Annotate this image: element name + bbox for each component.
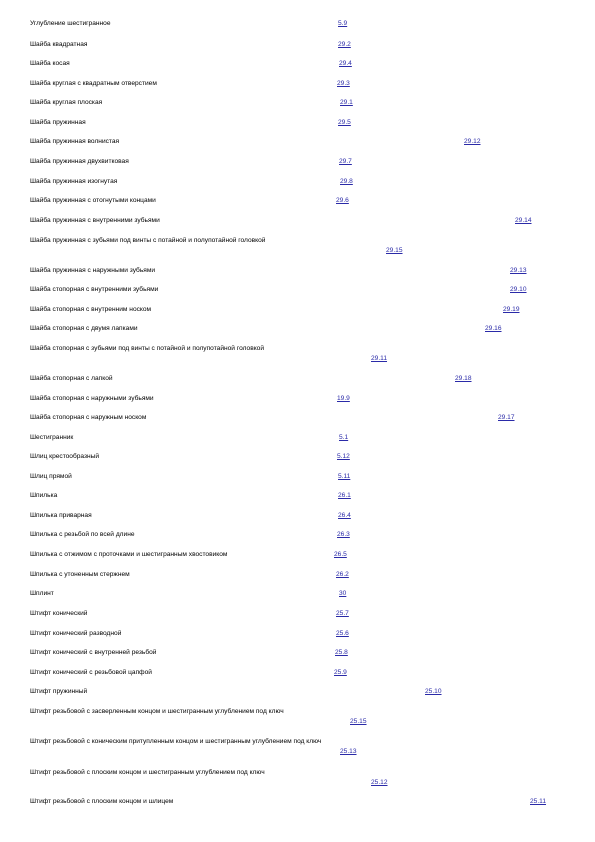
entry-ref-link[interactable]: 29.10 [510,286,527,293]
entry-ref-link[interactable]: 25.15 [350,718,367,725]
entry-ref-link[interactable]: 29.15 [386,247,403,254]
list-item [0,629,595,645]
entry-ref-link[interactable]: 29.19 [503,306,520,313]
entry-label: Шайба квадратная [30,41,88,48]
list-item [0,797,595,813]
entry-label: Шайба пружинная с зубьями под винты с потайной и полупотайной головкой [30,237,266,244]
list-item [0,236,595,262]
entry-label: Шлиц крестообразный [30,453,100,460]
entry-ref-link[interactable]: 25.10 [425,688,442,695]
entry-label: Шайба пружинная с отогнутыми концами [30,197,156,204]
list-item [0,19,595,35]
entry-ref-link[interactable]: 26.4 [338,512,351,519]
entry-ref-link[interactable]: 25.12 [371,779,388,786]
entry-label: Штифт резьбовой с засверленным концом и шестигранным углублением под ключ [30,708,284,715]
entry-ref-link[interactable]: 29.1 [340,99,353,106]
entry-label: Шлиц прямой [30,473,72,480]
entry-label: Шайба стопорная с внутренними зубьями [30,286,159,293]
entry-ref-link[interactable]: 25.9 [334,669,347,676]
entry-label: Шестигранник [30,434,74,441]
list-item [0,737,595,763]
list-item [0,472,595,488]
entry-ref-link[interactable]: 5.12 [337,453,350,460]
list-item [0,324,595,340]
entry-ref-link[interactable]: 29.6 [336,197,349,204]
entry-label: Шайба пружинная изогнутая [30,178,118,185]
entry-ref-link[interactable]: 29.7 [339,158,352,165]
list-item [0,413,595,429]
entry-ref-link[interactable]: 29.2 [338,41,351,48]
list-item [0,266,595,282]
list-item [0,589,595,605]
entry-ref-link[interactable]: 25.6 [336,630,349,637]
entry-ref-link[interactable]: 29.8 [340,178,353,185]
list-item [0,59,595,75]
entry-label: Шайба пружинная волнистая [30,138,120,145]
entry-ref-link[interactable]: 19.9 [337,395,350,402]
list-item [0,344,595,370]
entry-label: Штифт пружинный [30,688,88,695]
list-item [0,374,595,390]
entry-ref-link[interactable]: 5.11 [338,473,351,480]
entry-label: Штифт резьбовой с плоским концом и шестигранным углублением под ключ [30,769,265,776]
entry-label: Шайба пружинная двухвитковая [30,158,129,165]
entry-label: Шайба круглая с квадратным отверстием [30,80,157,87]
entry-ref-link[interactable]: 29.13 [510,267,527,274]
list-item [0,530,595,546]
entry-label: Шайба стопорная с внутренним носком [30,306,152,313]
list-item [0,137,595,153]
list-item [0,491,595,507]
entry-ref-link[interactable]: 29.3 [337,80,350,87]
entry-label: Штифт резьбовой с коническим притупленным концом и шестигранным углублением под ключ [30,738,322,745]
entry-ref-link[interactable]: 25.8 [335,649,348,656]
entry-ref-link[interactable]: 26.5 [334,551,347,558]
entry-ref-link[interactable]: 29.18 [455,375,472,382]
list-item [0,648,595,664]
entry-label: Шпилька приварная [30,512,92,519]
entry-label: Штифт конический разводной [30,630,122,637]
entry-label: Штифт конический с внутренней резьбой [30,649,157,656]
entry-ref-link[interactable]: 25.11 [530,798,547,805]
entry-ref-link[interactable]: 29.14 [515,217,532,224]
entry-label: Шпилька с утоненным стержнем [30,571,130,578]
entry-ref-link[interactable]: 26.2 [336,571,349,578]
list-item [0,196,595,212]
entry-label: Шайба стопорная с двумя лапками [30,325,138,332]
entry-ref-link[interactable]: 29.17 [498,414,515,421]
list-item [0,433,595,449]
entry-ref-link[interactable]: 26.3 [337,531,350,538]
entry-ref-link[interactable]: 5.9 [338,20,348,27]
entry-ref-link[interactable]: 29.12 [464,138,481,145]
list-item [0,511,595,527]
list-item [0,98,595,114]
entry-label: Штифт конический [30,610,88,617]
entry-ref-link[interactable]: 25.13 [340,748,357,755]
list-item [0,216,595,232]
list-item [0,118,595,134]
entry-label: Шайба пружинная [30,119,86,126]
entry-ref-link[interactable]: 29.11 [371,355,388,362]
list-item [0,550,595,566]
entry-ref-link[interactable]: 26.1 [338,492,351,499]
entry-label: Шайба круглая плоская [30,99,103,106]
list-item [0,79,595,95]
list-item [0,768,595,794]
entry-ref-link[interactable]: 30 [339,590,347,597]
entry-label: Шайба пружинная с наружными зубьями [30,267,156,274]
entry-label: Шпилька с отжимом с проточками и шестигранным хвостовиком [30,551,228,558]
entry-ref-link[interactable]: 29.5 [338,119,351,126]
entry-label: Штифт резьбовой с плоским концом и шлицем [30,798,174,805]
list-item [0,668,595,684]
entry-label: Углубление шестигранное [30,20,111,27]
entry-ref-link[interactable]: 25.7 [336,610,349,617]
entry-label: Шпилька [30,492,58,499]
entry-label: Шайба пружинная с внутренними зубьями [30,217,160,224]
list-item [0,452,595,468]
list-item [0,285,595,301]
list-item [0,157,595,173]
list-item [0,570,595,586]
list-item [0,707,595,733]
entry-label: Штифт конический с резьбовой цапфой [30,669,152,676]
entry-label: Шайба стопорная с наружным носком [30,414,147,421]
list-item [0,609,595,625]
list-item [0,687,595,703]
entry-label: Шпилька с резьбой по всей длине [30,531,135,538]
list-item [0,394,595,410]
entry-ref-link[interactable]: 29.16 [485,325,502,332]
entry-ref-link[interactable]: 29.4 [339,60,352,67]
entry-label: Шайба стопорная с лапкой [30,375,113,382]
entry-label: Шайба стопорная с зубьями под винты с потайной и полупотайной головкой [30,345,265,352]
entry-label: Шайба стопорная с наружными зубьями [30,395,154,402]
list-item [0,40,595,56]
entry-label: Шайба косая [30,60,70,67]
entry-ref-link[interactable]: 5.1 [339,434,349,441]
list-item [0,177,595,193]
entry-label: Шплинт [30,590,54,597]
list-item [0,305,595,321]
